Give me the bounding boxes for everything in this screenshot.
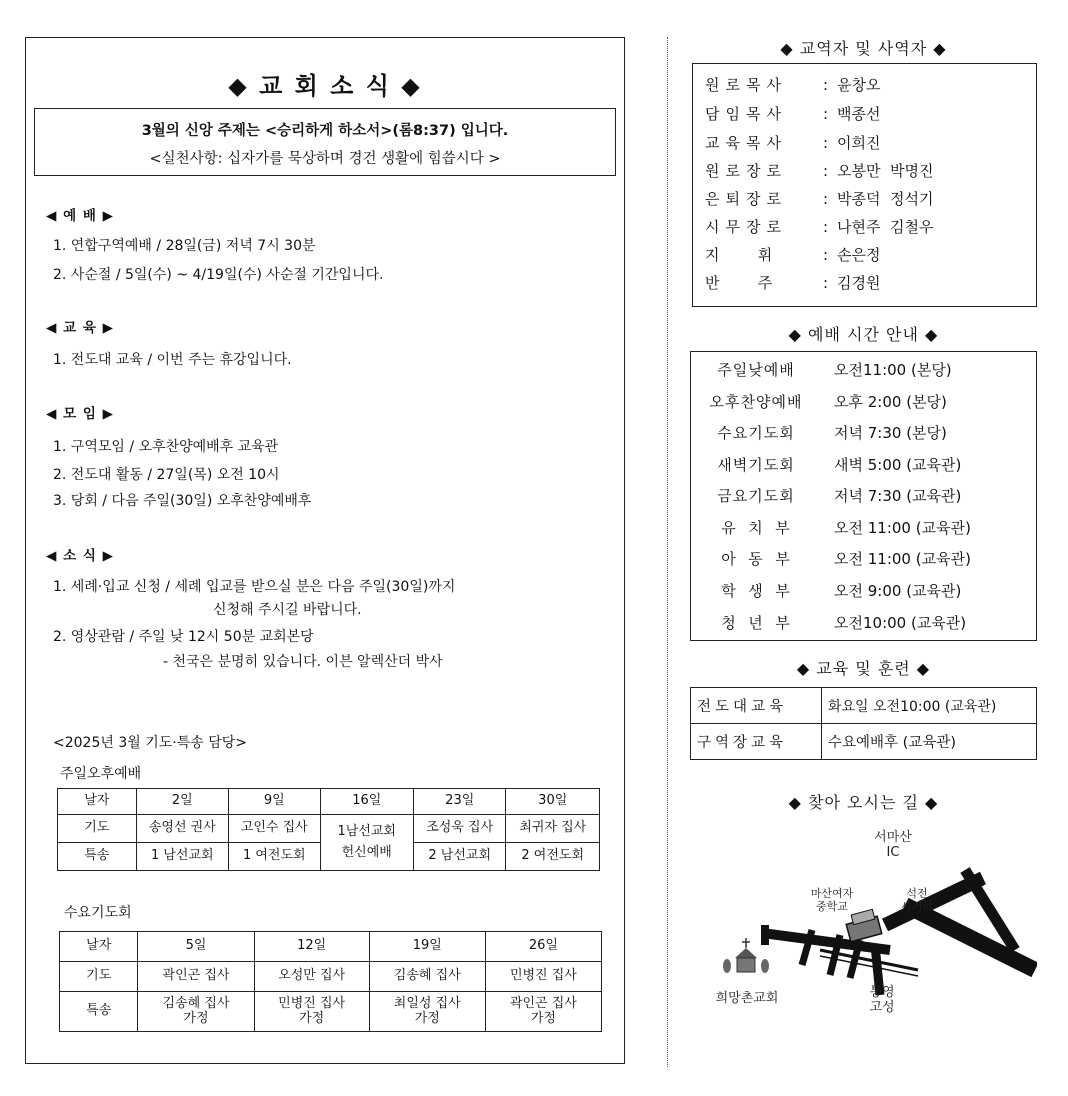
staff-name: 나현주 김철우 xyxy=(837,218,934,236)
staff-row: 반 주 : 김경원 xyxy=(705,274,881,292)
staff-name: 윤창오 xyxy=(837,76,881,94)
tongyeong-label xyxy=(862,986,902,1016)
staff-role: 은퇴장로 xyxy=(705,190,787,208)
directions-map xyxy=(690,820,1037,1060)
table-header-cell: 날자 xyxy=(60,932,138,962)
merged-cell-service xyxy=(320,815,413,871)
table-header-cell: 2일 xyxy=(136,789,228,815)
table-cell xyxy=(254,992,369,1032)
sunday-duty-table xyxy=(57,788,600,871)
schedule-time: 저녁 7:30 (교육관) xyxy=(834,487,962,505)
duty-title: <2025년 3월 기도·특송 담당> xyxy=(53,735,247,751)
table-cell xyxy=(485,992,601,1032)
staff-role: 지 휘 xyxy=(705,246,779,264)
cell-line: 최일성 집사 xyxy=(393,996,461,1012)
row-label-prayer: 기도 xyxy=(60,962,138,992)
table-header-cell: 26일 xyxy=(485,932,601,962)
table-header-cell: 23일 xyxy=(413,789,505,815)
table-header-cell: 9일 xyxy=(229,789,320,815)
table-header-cell: 5일 xyxy=(138,932,254,962)
cell-line: 민병진 집사 xyxy=(278,996,346,1012)
table-header-cell: 30일 xyxy=(506,789,600,815)
schedule-name: 아 동 부 xyxy=(721,550,791,568)
section-heading-education: ◀ 교 육 ▶ xyxy=(46,320,114,336)
table-cell: 민병진 집사 xyxy=(485,962,601,992)
sunday-duty-subtitle: 주일오후예배 xyxy=(60,766,142,782)
map-label-line: IC xyxy=(886,844,900,860)
cell-line: 가정 xyxy=(414,1010,440,1026)
map-drawing xyxy=(690,820,1037,1060)
table-cell: 2 남선교회 xyxy=(413,843,505,871)
schedule-box xyxy=(690,351,1037,641)
worship-item-2: 2. 사순절 / 5일(수) ~ 4/19일(수) 사순절 기간입니다. xyxy=(53,267,384,283)
table-cell: 송영선 권사 xyxy=(136,815,228,843)
schedule-time: 새벽 5:00 (교육관) xyxy=(834,456,962,474)
staff-role: 교육목사 xyxy=(705,134,787,152)
school-label xyxy=(802,888,862,913)
training-time: 화요일 오전10:00 (교육관) xyxy=(822,688,1037,724)
staff-role: 반 주 xyxy=(705,274,779,292)
wednesday-duty-subtitle: 수요기도회 xyxy=(64,905,132,921)
staff-row: 원로장로 : 오봉만 박명진 xyxy=(705,162,934,180)
table-cell: 곽인곤 집사 xyxy=(138,962,254,992)
staff-name: 박종덕 정석기 xyxy=(837,190,934,208)
news-item-2-cont: - 천국은 분명히 있습니다. 이븐 알렉산더 박사 xyxy=(163,654,443,670)
row-label-special: 특송 xyxy=(60,992,138,1032)
schedule-time: 저녁 7:30 (본당) xyxy=(834,424,947,442)
table-cell: 1 여전도회 xyxy=(229,843,320,871)
section-heading-meetings: ◀ 모 임 ▶ xyxy=(46,406,114,422)
schedule-time: 오후 2:00 (본당) xyxy=(834,393,947,411)
training-table xyxy=(690,687,1037,760)
training-title: ◆ 교육 및 훈련 ◆ xyxy=(796,659,931,678)
table-cell: 오성만 집사 xyxy=(254,962,369,992)
row-label-special: 특송 xyxy=(58,843,137,871)
staff-role: 원로목사 xyxy=(705,76,787,94)
map-label-line: 고성 xyxy=(869,999,895,1015)
monthly-theme-box xyxy=(34,108,616,176)
map-label-line: 마산여자 xyxy=(810,887,854,900)
cell-line: 김송혜 집사 xyxy=(162,996,230,1012)
merged-cell-line-1: 1남선교회 xyxy=(337,824,396,840)
map-label-line: 사거리 xyxy=(901,899,933,913)
schedule-title: ◆ 예배 시간 안내 ◆ xyxy=(788,325,939,344)
table-cell: 고인수 집사 xyxy=(229,815,320,843)
training-time: 수요예배후 (교육관) xyxy=(822,724,1037,760)
staff-name: 오봉만 박명진 xyxy=(837,162,934,180)
map-label-line: 석전 xyxy=(906,887,928,900)
training-name: 구역장교육 xyxy=(691,724,822,760)
table-cell: 최귀자 집사 xyxy=(506,815,600,843)
row-label-prayer: 기도 xyxy=(58,815,137,843)
staff-title: ◆ 교역자 및 사역자 ◆ xyxy=(780,39,947,58)
schedule-time: 오전 9:00 (교육관) xyxy=(834,582,962,600)
news-item-2: 2. 영상관람 / 주일 낮 12시 50분 교회본당 xyxy=(53,629,314,645)
staff-row: 교육목사 : 이희진 xyxy=(705,134,881,152)
table-header-cell: 19일 xyxy=(369,932,485,962)
school-building xyxy=(846,909,882,942)
map-label-line: 중학교 xyxy=(816,899,848,913)
staff-row: 지 휘 : 손은정 xyxy=(705,246,881,264)
schedule-time: 오전 11:00 (교육관) xyxy=(834,519,971,537)
merged-cell-line-2: 헌신예배 xyxy=(341,844,392,860)
staff-name: 백종선 xyxy=(837,105,881,123)
schedule-name: 수요기도회 xyxy=(717,424,795,442)
directions-title: ◆ 찾아 오시는 길 ◆ xyxy=(788,793,939,812)
table-header-cell: 날자 xyxy=(58,789,137,815)
news-item-1: 1. 세례·입교 신청 / 세례 입교를 받으실 분은 다음 주일(30일)까지 xyxy=(53,579,456,595)
cell-line: 곽인곤 집사 xyxy=(509,996,577,1012)
schedule-name: 오후찬양예배 xyxy=(709,393,803,411)
ic-label xyxy=(868,831,918,861)
news-item-1-cont: 신청해 주시길 바랍니다. xyxy=(213,602,362,618)
staff-name: 이희진 xyxy=(837,134,881,152)
map-label-line: 통영 xyxy=(869,985,895,1000)
cell-line: 가정 xyxy=(299,1010,325,1026)
meeting-item-1: 1. 구역모임 / 오후찬양예배후 교육관 xyxy=(53,439,279,455)
schedule-time: 오전11:00 (본당) xyxy=(834,361,952,379)
staff-name: 손은정 xyxy=(837,246,881,264)
highway-road xyxy=(905,905,1035,970)
table-cell: 김송혜 집사 xyxy=(369,962,485,992)
staff-box xyxy=(692,63,1037,307)
section-heading-news: ◀ 소 식 ▶ xyxy=(46,548,114,564)
training-name: 전도대교육 xyxy=(691,688,822,724)
schedule-name: 주일낮예배 xyxy=(717,361,795,379)
staff-role: 담임목사 xyxy=(705,105,787,123)
crossroad-label xyxy=(895,888,939,913)
staff-row: 원로목사 : 윤창오 xyxy=(705,76,881,94)
schedule-name: 학 생 부 xyxy=(721,582,791,600)
theme-line-1: 3월의 신앙 주제는 <승리하게 하소서>(롬8:37) 입니다. xyxy=(141,123,509,139)
schedule-name: 유 치 부 xyxy=(721,519,791,537)
theme-line-2: <실천사항: 십자가를 묵상하며 경건 생활에 힘씁시다 > xyxy=(149,151,501,167)
table-header-cell: 12일 xyxy=(254,932,369,962)
schedule-time: 오전 11:00 (교육관) xyxy=(834,550,971,568)
schedule-name: 금요기도회 xyxy=(717,487,795,505)
column-divider xyxy=(667,37,668,1067)
table-cell xyxy=(369,992,485,1032)
staff-role: 시무장로 xyxy=(705,218,787,236)
table-cell: 2 여전도회 xyxy=(506,843,600,871)
table-cell: 1 남선교회 xyxy=(136,843,228,871)
table-header-cell: 16일 xyxy=(320,789,413,815)
table-cell xyxy=(138,992,254,1032)
cell-line: 가정 xyxy=(530,1010,556,1026)
wednesday-duty-table xyxy=(59,931,602,1032)
section-heading-worship: ◀ 예 배 ▶ xyxy=(46,208,114,224)
map-label-line: 서마산 xyxy=(874,830,912,845)
staff-name: 김경원 xyxy=(837,274,881,292)
staff-row: 시무장로 : 나현주 김철우 xyxy=(705,218,934,236)
schedule-time: 오전10:00 (교육관) xyxy=(834,614,967,632)
news-title: ◆ 교 회 소 식 ◆ xyxy=(228,71,422,100)
worship-item-1: 1. 연합구역예배 / 28일(금) 저녁 7시 30분 xyxy=(53,238,316,254)
education-item-1: 1. 전도대 교육 / 이번 주는 휴강입니다. xyxy=(53,352,292,368)
church-news-panel xyxy=(25,37,625,1064)
staff-row: 담임목사 : 백종선 xyxy=(705,105,881,123)
meeting-item-3: 3. 당회 / 다음 주일(30일) 오후찬양예배후 xyxy=(53,493,312,509)
cell-line: 가정 xyxy=(183,1010,209,1026)
meeting-item-2: 2. 전도대 활동 / 27일(목) 오전 10시 xyxy=(53,467,280,483)
staff-role: 원로장로 xyxy=(705,162,787,180)
schedule-name: 새벽기도회 xyxy=(717,456,795,474)
staff-row: 은퇴장로 : 박종덕 정석기 xyxy=(705,190,934,208)
table-cell: 조성욱 집사 xyxy=(413,815,505,843)
church-label: 희망촌교회 xyxy=(715,991,779,1006)
schedule-name: 청 년 부 xyxy=(721,614,791,632)
